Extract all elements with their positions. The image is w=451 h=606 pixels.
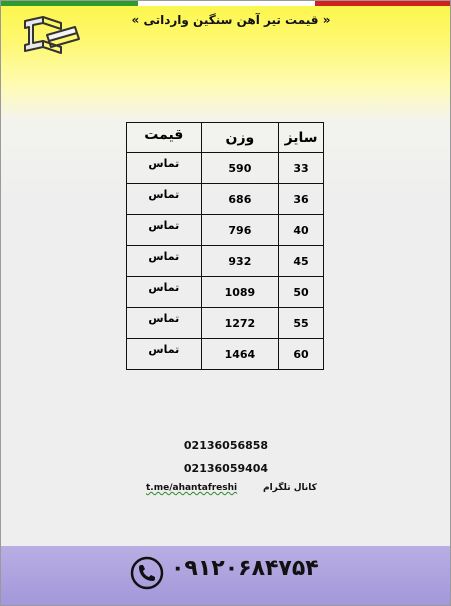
phone-number-2: 02136059404 [183, 462, 269, 475]
cell-price: تماس [127, 153, 202, 184]
price-table [126, 122, 324, 370]
cell-weight: 1089 [201, 277, 278, 308]
cell-size: 45 [279, 246, 324, 277]
steel-beam-logo-icon [21, 13, 81, 59]
cell-size: 60 [279, 339, 324, 370]
cell-price: تماس [127, 339, 202, 370]
telegram-channel-label: کانال تلگرام [263, 483, 317, 493]
cell-weight: 686 [201, 184, 278, 215]
cell-weight: 932 [201, 246, 278, 277]
table-row [127, 339, 324, 370]
cell-price: تماس [127, 215, 202, 246]
telegram-link[interactable]: t.me/ahantafreshi [146, 483, 238, 493]
table-header-row [127, 123, 324, 153]
cell-size: 50 [279, 277, 324, 308]
cell-weight: 796 [201, 215, 278, 246]
page-title: « قیمت تیر آهن سنگین وارداتی » [131, 13, 331, 27]
footer-banner [1, 546, 451, 606]
cell-size: 55 [279, 308, 324, 339]
flag-green [1, 1, 138, 6]
table-row [127, 308, 324, 339]
cell-weight: 1272 [201, 308, 278, 339]
table-row [127, 184, 324, 215]
table-row [127, 215, 324, 246]
cell-size: 36 [279, 184, 324, 215]
cell-price: تماس [127, 184, 202, 215]
cell-size: 40 [279, 215, 324, 246]
phone-icon [130, 556, 164, 590]
cell-weight: 590 [201, 153, 278, 184]
cell-size: 33 [279, 153, 324, 184]
cell-weight: 1464 [201, 339, 278, 370]
table-row [127, 153, 324, 184]
cell-price: تماس [127, 277, 202, 308]
cell-price: تماس [127, 308, 202, 339]
phone-number-1: 02136056858 [183, 439, 269, 452]
table-row [127, 246, 324, 277]
column-header-size: سایز [279, 123, 324, 153]
flag-red [315, 1, 451, 6]
column-header-price: قیمت [127, 123, 202, 153]
flag-strip [1, 1, 451, 6]
cell-price: تماس [127, 246, 202, 277]
mobile-number: ۰۹۱۲۰۶۸۴۷۵۴ [171, 556, 319, 581]
flag-white [138, 1, 316, 6]
table-row [127, 277, 324, 308]
column-header-weight: وزن [201, 123, 278, 153]
